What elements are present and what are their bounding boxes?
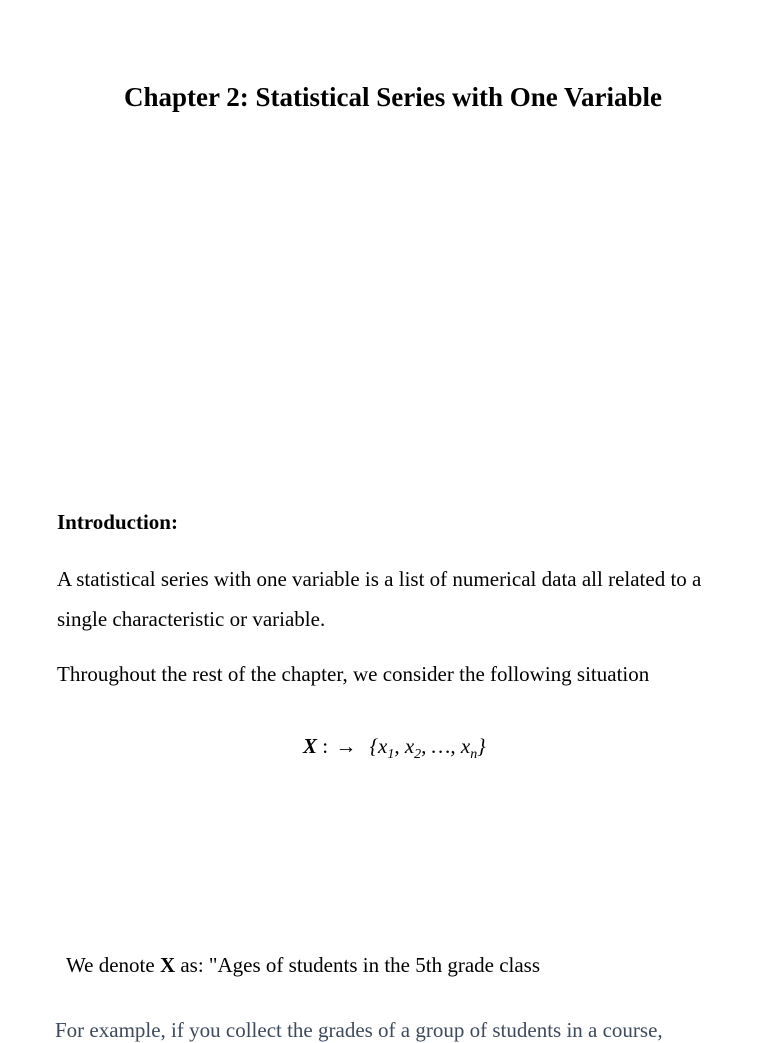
denote-sentence [66,953,540,978]
denote-variable: X [159,953,176,977]
formula-open-brace: { [369,734,379,758]
formula-close-brace: } [477,734,486,758]
formula-colon: : [322,734,329,758]
introduction-heading: Introduction: [57,510,178,534]
formula-ellipsis: … [431,734,451,758]
denote-prefix: We denote [66,953,155,977]
formula-x2-sub: 2 [414,747,422,762]
formula-set: {$x_1$, $x_2$, …, $x_n$} [369,734,486,762]
formula-x1-sub: 1 [387,747,395,762]
variable-definition-formula [303,734,486,763]
formula-xn-sub: n [470,747,478,762]
formula-xn-base: x [460,734,471,758]
formula-arrow: → [335,734,357,758]
intro-paragraph: A statistical series with one variable is a list of numerical data all related to a single characteristic or variable. [57,567,702,631]
situation-paragraph: Throughout the rest of the chapter, we consider the following situation [57,662,650,686]
example-paragraph: For example, if you collect the grades of a group of students in a course, [55,1018,663,1042]
formula-x1-base: x [378,734,388,758]
page-title: Chapter 2: Statistical Series with One Variable [124,82,662,112]
formula-variable: X [303,734,318,758]
formula-x2-base: x [404,734,415,758]
denote-suffix: as: "Ages of students in the 5th grade class [180,953,541,977]
